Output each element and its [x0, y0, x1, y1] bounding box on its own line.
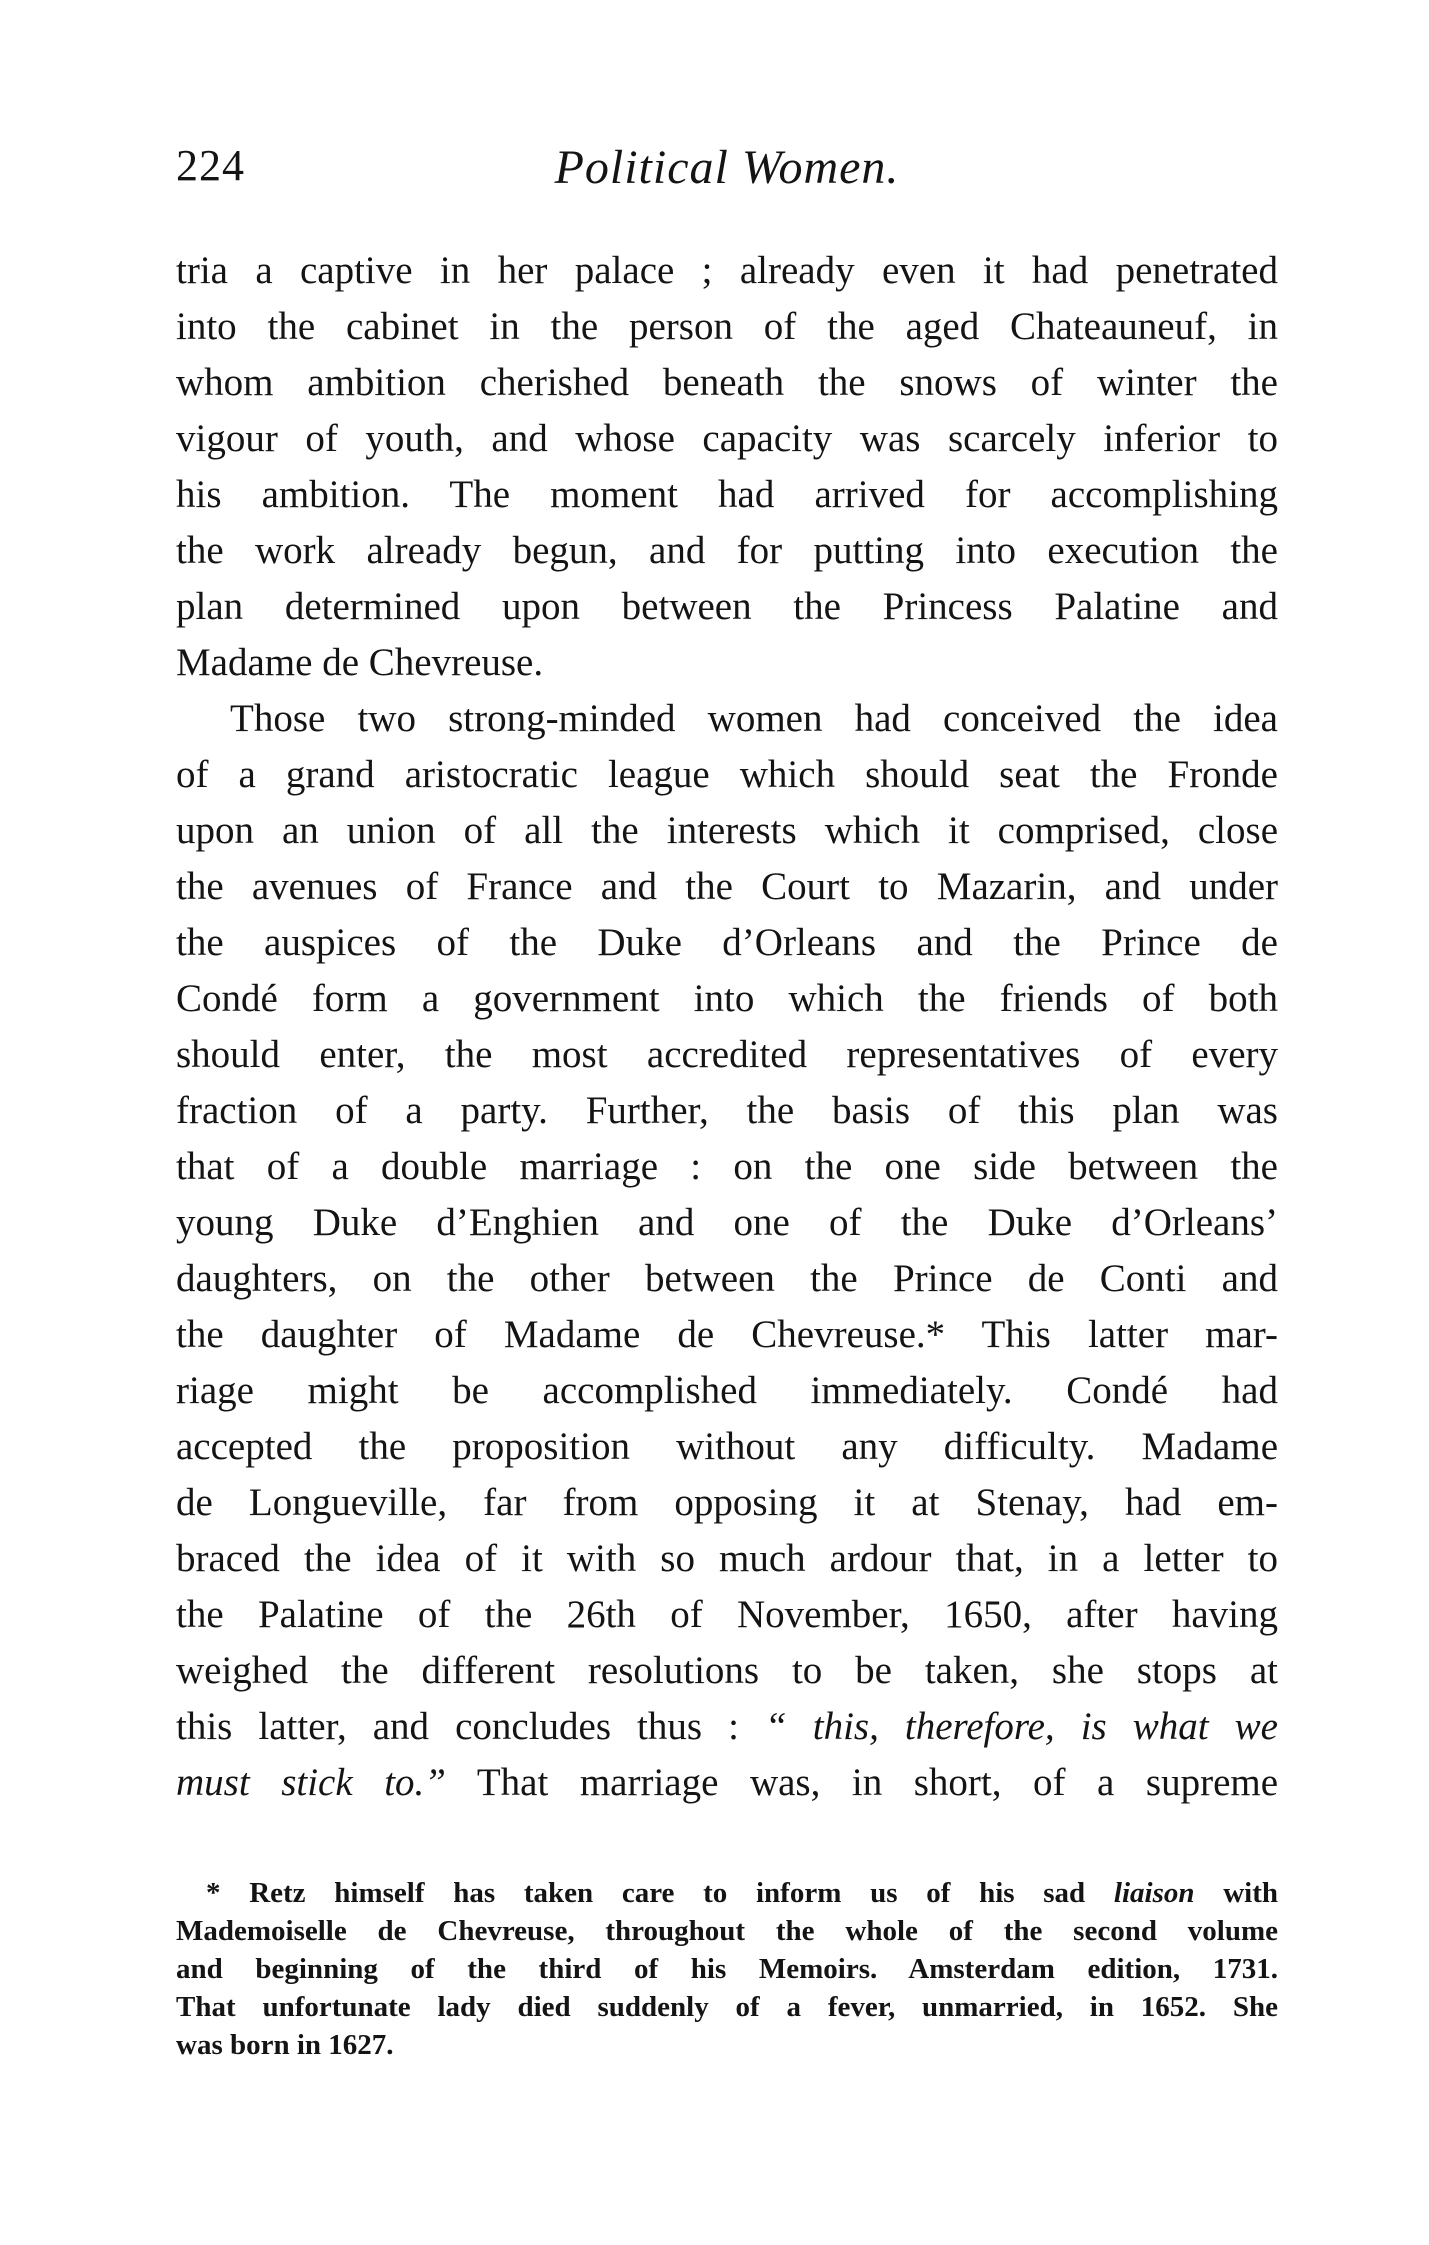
text-line: should enter, the most accredited representatives of every	[176, 1033, 1278, 1076]
footnote-text: with	[1223, 1877, 1278, 1909]
text-line: of a grand aristocratic league which should seat the Fronde	[176, 753, 1278, 796]
text-line: Those two strong-minded women had conceived the idea	[230, 697, 1278, 740]
text-line: the Palatine of the 26th of November, 1650, after having	[176, 1593, 1278, 1636]
text-line: tria a captive in her palace ; already even it had penetrated	[176, 249, 1278, 292]
line-text: That marriage was, in short, of a supreme	[476, 1761, 1278, 1804]
quote-italic: must stick to.”	[176, 1761, 446, 1804]
text-line: Condé form a government into which the friends of both	[176, 977, 1278, 1020]
running-head	[176, 140, 1278, 200]
text-line	[176, 1699, 1278, 1755]
text-line	[176, 1755, 1278, 1811]
text-line: young Duke d’Enghien and one of the Duke d’Orleans’	[176, 1201, 1278, 1244]
text-line: daughters, on the other between the Prince de Conti and	[176, 1257, 1278, 1300]
footnote-line: and beginning of the third of his Memoirs. Amsterdam edition, 1731.	[176, 1953, 1278, 1985]
footnote-line: Mademoiselle de Chevreuse, throughout the whole of the second volume	[176, 1915, 1278, 1947]
footnote	[176, 1874, 1278, 2064]
text-line: de Longueville, far from opposing it at Stenay, had em-	[176, 1481, 1278, 1524]
text-line: fraction of a party. Further, the basis of this plan was	[176, 1089, 1278, 1132]
text-line: the avenues of France and the Court to Mazarin, and under	[176, 865, 1278, 908]
footnote-italic: liaison	[1113, 1877, 1195, 1909]
text-line: braced the idea of it with so much ardour that, in a letter to	[176, 1537, 1278, 1580]
text-line: accepted the proposition without any difficulty. Madame	[176, 1425, 1278, 1468]
footnote-line: That unfortunate lady died suddenly of a fever, unmarried, in 1652. She	[176, 1991, 1278, 2023]
quote-italic: “ this, therefore, is what we	[765, 1705, 1278, 1748]
text-line: riage might be accomplished immediately. Condé had	[176, 1369, 1278, 1412]
text-line: the daughter of Madame de Chevreuse.* This latter mar-	[176, 1313, 1278, 1356]
footnote-line	[176, 1874, 1278, 1912]
line-text: this latter, and concludes thus :	[176, 1705, 739, 1748]
body-text	[176, 243, 1278, 1811]
page-number: 224	[176, 141, 245, 190]
text-line: the work already begun, and for putting into execution the	[176, 529, 1278, 572]
text-line: his ambition. The moment had arrived for accomplishing	[176, 473, 1278, 516]
text-line: weighed the different resolutions to be taken, she stops at	[176, 1649, 1278, 1692]
running-title: Political Women.	[554, 141, 900, 194]
text-line: vigour of youth, and whose capacity was scarcely inferior to	[176, 417, 1278, 460]
text-line: that of a double marriage : on the one side between the	[176, 1145, 1278, 1188]
footnote-line: was born in 1627.	[176, 2029, 394, 2061]
text-line: into the cabinet in the person of the aged Chateauneuf, in	[176, 305, 1278, 348]
footnote-text: * Retz himself has taken care to inform us of his sad	[206, 1877, 1086, 1909]
text-line: whom ambition cherished beneath the snows of winter the	[176, 361, 1278, 404]
text-line: plan determined upon between the Princess Palatine and	[176, 585, 1278, 628]
text-line: the auspices of the Duke d’Orleans and the Prince de	[176, 921, 1278, 964]
text-line: upon an union of all the interests which it comprised, close	[176, 809, 1278, 852]
text-line: Madame de Chevreuse.	[176, 641, 544, 684]
